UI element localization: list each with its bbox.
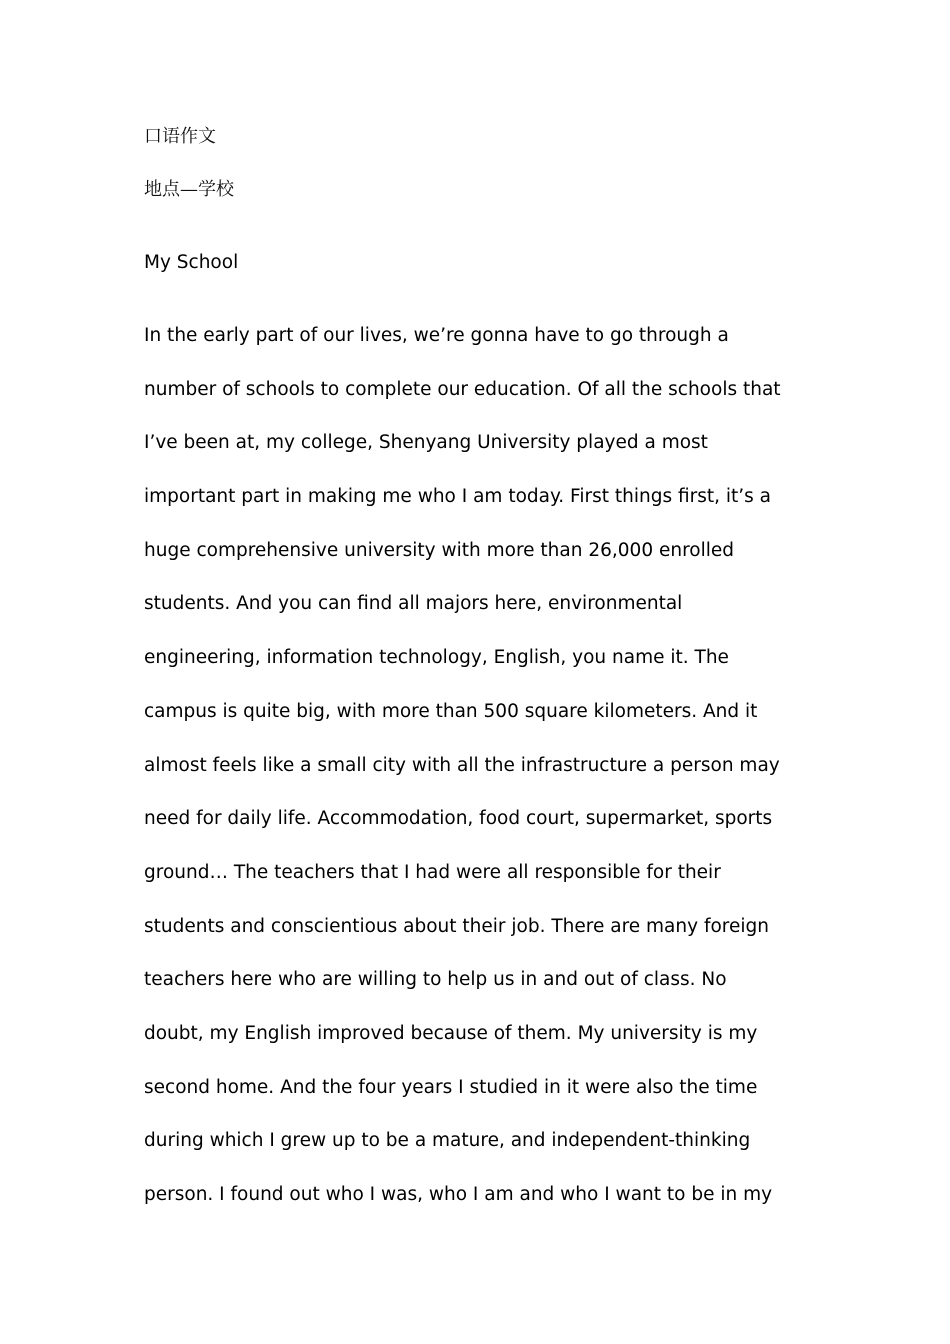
- body-line: doubt, my English improved because of them. My university is my: [144, 1022, 758, 1044]
- body-line: important part in making me who I am today. First things first, it’s a: [144, 486, 772, 508]
- body-line: during which I grew up to be a mature, and independent-thinking: [144, 1130, 751, 1152]
- body-line: campus is quite big, with more than 500 square kilometers. And it: [144, 700, 758, 722]
- body-line: ground… The teachers that I had were all responsible for their: [144, 861, 721, 883]
- body-line: engineering, information technology, English, you name it. The: [144, 647, 729, 669]
- body-line: students and conscientious about their job. There are many foreign: [144, 915, 769, 937]
- body-line: huge comprehensive university with more than 26,000 enrolled: [144, 539, 734, 561]
- topic-label: 地点—学校: [144, 179, 234, 200]
- body-line: In the early part of our lives, we’re gonna have to go through a: [144, 325, 729, 346]
- essay-title: My School: [144, 252, 239, 273]
- body-line: almost feels like a small city with all the infrastructure a person may: [144, 754, 780, 776]
- body-line: second home. And the four years I studied in it were also the time: [144, 1076, 758, 1098]
- body-line: students. And you can find all majors here, environmental: [144, 593, 683, 615]
- body-line: need for daily life. Accommodation, food court, supermarket, sports: [144, 808, 773, 830]
- body-line: teachers here who are willing to help us in and out of class. No: [144, 969, 727, 991]
- essay-body: [144, 324, 824, 1237]
- body-line: I’ve been at, my college, Shenyang University played a most: [144, 432, 708, 454]
- category-label: 口语作文: [144, 126, 216, 147]
- body-line: person. I found out who I was, who I am and who I want to be in my: [144, 1184, 773, 1205]
- body-line: number of schools to complete our education. Of all the schools that: [144, 378, 781, 400]
